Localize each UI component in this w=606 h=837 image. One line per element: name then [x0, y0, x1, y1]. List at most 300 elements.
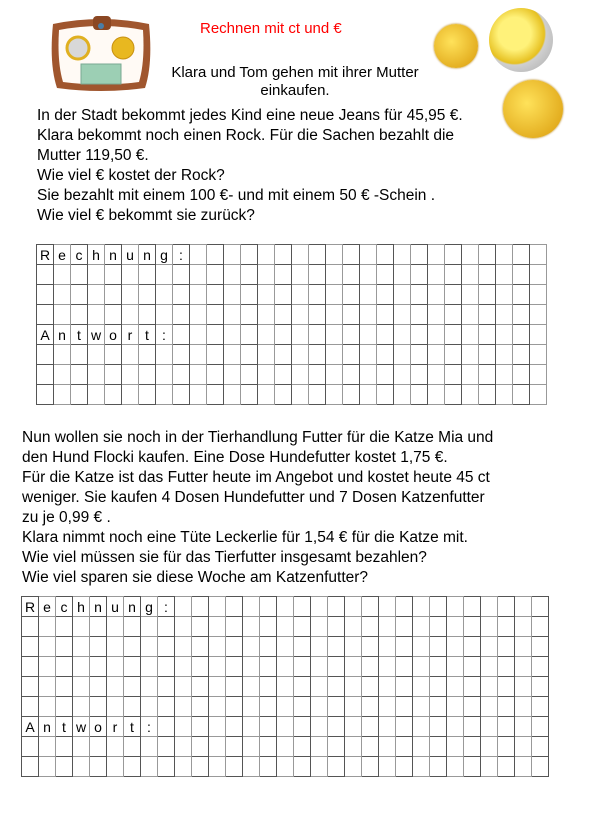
task1-grid-cell[interactable]: [292, 345, 309, 365]
task2-grid-cell[interactable]: [498, 617, 515, 637]
task1-grid-cell[interactable]: [207, 245, 224, 265]
task1-grid-cell[interactable]: [275, 285, 292, 305]
task2-grid-cell[interactable]: [413, 717, 430, 737]
task2-grid-cell[interactable]: [515, 757, 532, 777]
task2-grid-cell[interactable]: [515, 737, 532, 757]
task2-grid-cell[interactable]: [243, 737, 260, 757]
task2-grid-cell[interactable]: [107, 677, 124, 697]
task1-grid-cell[interactable]: [224, 345, 241, 365]
task1-grid-cell[interactable]: [105, 265, 122, 285]
task1-grid-cell[interactable]: [343, 325, 360, 345]
task2-grid-cell[interactable]: [107, 737, 124, 757]
task2-grid-cell[interactable]: [73, 637, 90, 657]
task2-grid-cell[interactable]: [515, 657, 532, 677]
task1-grid-cell[interactable]: [411, 265, 428, 285]
task1-grid-cell[interactable]: [428, 265, 445, 285]
task2-grid-cell[interactable]: [260, 737, 277, 757]
task2-grid-cell[interactable]: [226, 697, 243, 717]
task1-grid-cell[interactable]: [292, 245, 309, 265]
task1-grid-cell[interactable]: [479, 325, 496, 345]
task2-grid-cell[interactable]: [430, 657, 447, 677]
task1-grid-cell[interactable]: [139, 285, 156, 305]
task2-grid-cell[interactable]: [396, 757, 413, 777]
task2-grid-cell[interactable]: [362, 677, 379, 697]
task2-grid-cell[interactable]: [22, 757, 39, 777]
task2-grid-label-char[interactable]: n: [39, 717, 56, 737]
task2-grid-cell[interactable]: [311, 597, 328, 617]
task2-grid-label-char[interactable]: e: [39, 597, 56, 617]
task1-grid-label-char[interactable]: o: [105, 325, 122, 345]
task1-grid-cell[interactable]: [343, 345, 360, 365]
task2-grid-label-char[interactable]: w: [73, 717, 90, 737]
task2-grid-cell[interactable]: [277, 617, 294, 637]
task1-grid-cell[interactable]: [224, 305, 241, 325]
task2-grid-cell[interactable]: [328, 637, 345, 657]
task1-grid-cell[interactable]: [139, 385, 156, 405]
task1-grid-cell[interactable]: [241, 245, 258, 265]
task2-grid-cell[interactable]: [56, 757, 73, 777]
task2-grid-cell[interactable]: [192, 697, 209, 717]
task1-grid-cell[interactable]: [530, 325, 547, 345]
task1-grid-cell[interactable]: [462, 325, 479, 345]
task2-grid-cell[interactable]: [175, 657, 192, 677]
task2-grid-cell[interactable]: [481, 597, 498, 617]
task2-grid-cell[interactable]: [345, 757, 362, 777]
task1-grid-cell[interactable]: [122, 265, 139, 285]
task1-grid-cell[interactable]: [258, 325, 275, 345]
task1-grid-cell[interactable]: [394, 305, 411, 325]
task2-grid-cell[interactable]: [56, 737, 73, 757]
task2-answer-grid[interactable]: [21, 596, 549, 777]
task2-grid-cell[interactable]: [277, 757, 294, 777]
task1-grid-cell[interactable]: [190, 345, 207, 365]
task2-grid-cell[interactable]: [379, 597, 396, 617]
task1-grid-cell[interactable]: [343, 265, 360, 285]
task2-grid-label-char[interactable]: g: [141, 597, 158, 617]
task1-grid-cell[interactable]: [411, 385, 428, 405]
task2-grid-cell[interactable]: [90, 657, 107, 677]
task1-grid-cell[interactable]: [513, 385, 530, 405]
task2-grid-cell[interactable]: [498, 637, 515, 657]
task1-grid-cell[interactable]: [122, 305, 139, 325]
task1-grid-cell[interactable]: [139, 305, 156, 325]
task1-grid-cell[interactable]: [445, 265, 462, 285]
task1-grid-cell[interactable]: [496, 365, 513, 385]
task1-grid-cell[interactable]: [190, 245, 207, 265]
task2-grid-cell[interactable]: [430, 597, 447, 617]
task1-grid-label-char[interactable]: t: [71, 325, 88, 345]
task2-grid-cell[interactable]: [39, 637, 56, 657]
task2-grid-cell[interactable]: [532, 757, 549, 777]
task1-grid-cell[interactable]: [241, 305, 258, 325]
task2-grid-cell[interactable]: [362, 697, 379, 717]
task2-grid-cell[interactable]: [192, 617, 209, 637]
task1-grid-cell[interactable]: [105, 345, 122, 365]
task2-grid-label-char[interactable]: u: [107, 597, 124, 617]
task2-grid-cell[interactable]: [158, 657, 175, 677]
task2-grid-cell[interactable]: [481, 737, 498, 757]
task1-grid-label-char[interactable]: w: [88, 325, 105, 345]
task2-grid-cell[interactable]: [498, 657, 515, 677]
task2-grid-cell[interactable]: [379, 737, 396, 757]
task2-grid-cell[interactable]: [413, 757, 430, 777]
task2-grid-cell[interactable]: [73, 697, 90, 717]
task1-grid-cell[interactable]: [360, 265, 377, 285]
task1-grid-cell[interactable]: [173, 365, 190, 385]
task1-grid-cell[interactable]: [326, 365, 343, 385]
task1-grid-label-char[interactable]: :: [156, 325, 173, 345]
task2-grid-cell[interactable]: [175, 697, 192, 717]
task2-grid-cell[interactable]: [481, 697, 498, 717]
task1-grid-cell[interactable]: [275, 345, 292, 365]
task1-grid-cell[interactable]: [139, 265, 156, 285]
task1-grid-cell[interactable]: [54, 385, 71, 405]
task1-grid-cell[interactable]: [241, 385, 258, 405]
task2-grid-cell[interactable]: [328, 657, 345, 677]
task2-grid-cell[interactable]: [430, 757, 447, 777]
task1-grid-cell[interactable]: [428, 345, 445, 365]
task1-grid-cell[interactable]: [71, 345, 88, 365]
task2-grid-cell[interactable]: [260, 757, 277, 777]
task2-grid-cell[interactable]: [277, 717, 294, 737]
task2-grid-label-char[interactable]: :: [158, 597, 175, 617]
task2-grid-cell[interactable]: [141, 677, 158, 697]
task2-grid-cell[interactable]: [175, 737, 192, 757]
task2-grid-cell[interactable]: [56, 657, 73, 677]
task1-grid-cell[interactable]: [37, 265, 54, 285]
task2-grid-cell[interactable]: [22, 637, 39, 657]
task1-grid-cell[interactable]: [326, 385, 343, 405]
task1-grid-cell[interactable]: [462, 385, 479, 405]
task1-grid-cell[interactable]: [105, 285, 122, 305]
task1-grid-cell[interactable]: [530, 305, 547, 325]
task2-grid-cell[interactable]: [56, 697, 73, 717]
task1-grid-cell[interactable]: [462, 245, 479, 265]
task2-grid-cell[interactable]: [515, 597, 532, 617]
task2-grid-cell[interactable]: [39, 677, 56, 697]
task2-grid-cell[interactable]: [260, 597, 277, 617]
task2-grid-cell[interactable]: [260, 717, 277, 737]
task2-grid-cell[interactable]: [243, 657, 260, 677]
task1-grid-cell[interactable]: [275, 385, 292, 405]
task2-grid-cell[interactable]: [294, 717, 311, 737]
task2-grid-cell[interactable]: [141, 657, 158, 677]
task2-grid-label-char[interactable]: n: [124, 597, 141, 617]
task2-grid-cell[interactable]: [396, 597, 413, 617]
task2-grid-cell[interactable]: [158, 717, 175, 737]
task2-grid-cell[interactable]: [498, 757, 515, 777]
task2-grid-cell[interactable]: [243, 617, 260, 637]
task1-grid-cell[interactable]: [479, 365, 496, 385]
task1-grid-cell[interactable]: [292, 325, 309, 345]
task2-grid-cell[interactable]: [481, 637, 498, 657]
task2-grid-cell[interactable]: [175, 757, 192, 777]
task2-grid-cell[interactable]: [413, 737, 430, 757]
task1-grid-cell[interactable]: [224, 325, 241, 345]
task2-grid-cell[interactable]: [107, 697, 124, 717]
task1-grid-cell[interactable]: [190, 265, 207, 285]
task1-grid-cell[interactable]: [105, 365, 122, 385]
task2-grid-cell[interactable]: [277, 737, 294, 757]
task1-grid-cell[interactable]: [207, 325, 224, 345]
task2-grid-cell[interactable]: [192, 597, 209, 617]
task2-grid-cell[interactable]: [158, 677, 175, 697]
task2-grid-cell[interactable]: [532, 617, 549, 637]
task2-grid-cell[interactable]: [430, 677, 447, 697]
task2-grid-cell[interactable]: [56, 677, 73, 697]
task1-grid-cell[interactable]: [377, 245, 394, 265]
task2-grid-cell[interactable]: [430, 737, 447, 757]
task1-grid-cell[interactable]: [88, 385, 105, 405]
task2-grid-cell[interactable]: [192, 757, 209, 777]
task2-grid-cell[interactable]: [226, 657, 243, 677]
task1-grid-cell[interactable]: [411, 245, 428, 265]
task1-grid-cell[interactable]: [207, 265, 224, 285]
task2-grid-cell[interactable]: [158, 637, 175, 657]
task2-grid-cell[interactable]: [396, 737, 413, 757]
task2-grid-cell[interactable]: [464, 677, 481, 697]
task1-grid-cell[interactable]: [309, 385, 326, 405]
task1-grid-cell[interactable]: [275, 305, 292, 325]
task2-grid-cell[interactable]: [277, 597, 294, 617]
task1-grid-cell[interactable]: [479, 285, 496, 305]
task1-grid-cell[interactable]: [377, 325, 394, 345]
task1-grid-cell[interactable]: [275, 365, 292, 385]
task2-grid-cell[interactable]: [277, 657, 294, 677]
task2-grid-cell[interactable]: [515, 717, 532, 737]
task2-grid-cell[interactable]: [124, 657, 141, 677]
task1-grid-cell[interactable]: [513, 265, 530, 285]
task2-grid-cell[interactable]: [22, 697, 39, 717]
task1-grid-cell[interactable]: [530, 245, 547, 265]
task1-grid-label-char[interactable]: h: [88, 245, 105, 265]
task2-grid-cell[interactable]: [532, 697, 549, 717]
task1-grid-cell[interactable]: [258, 245, 275, 265]
task2-grid-cell[interactable]: [532, 677, 549, 697]
task2-grid-cell[interactable]: [73, 657, 90, 677]
task2-grid-cell[interactable]: [22, 617, 39, 637]
task2-grid-cell[interactable]: [345, 617, 362, 637]
task2-grid-cell[interactable]: [345, 597, 362, 617]
task2-grid-cell[interactable]: [362, 657, 379, 677]
task2-grid-cell[interactable]: [396, 657, 413, 677]
task2-grid-label-char[interactable]: h: [73, 597, 90, 617]
task2-grid-cell[interactable]: [379, 657, 396, 677]
task2-grid-cell[interactable]: [532, 637, 549, 657]
task1-grid-cell[interactable]: [173, 305, 190, 325]
task2-grid-label-char[interactable]: R: [22, 597, 39, 617]
task1-grid-cell[interactable]: [156, 365, 173, 385]
task1-grid-cell[interactable]: [258, 385, 275, 405]
task2-grid-cell[interactable]: [447, 717, 464, 737]
task2-grid-cell[interactable]: [73, 677, 90, 697]
task2-grid-label-char[interactable]: t: [124, 717, 141, 737]
task1-grid-cell[interactable]: [37, 285, 54, 305]
task2-grid-cell[interactable]: [260, 617, 277, 637]
task1-grid-cell[interactable]: [513, 365, 530, 385]
task1-grid-cell[interactable]: [326, 265, 343, 285]
task2-grid-cell[interactable]: [345, 677, 362, 697]
task1-grid-cell[interactable]: [258, 345, 275, 365]
task1-grid-cell[interactable]: [309, 285, 326, 305]
task1-grid-cell[interactable]: [377, 265, 394, 285]
task2-grid-cell[interactable]: [226, 757, 243, 777]
task1-grid-cell[interactable]: [496, 385, 513, 405]
task2-grid-label-char[interactable]: t: [56, 717, 73, 737]
task1-grid-cell[interactable]: [224, 285, 241, 305]
task2-grid-cell[interactable]: [464, 737, 481, 757]
task2-grid-cell[interactable]: [73, 617, 90, 637]
task1-grid-label-char[interactable]: r: [122, 325, 139, 345]
task1-grid-cell[interactable]: [496, 325, 513, 345]
task1-grid-cell[interactable]: [292, 385, 309, 405]
task1-grid-cell[interactable]: [292, 265, 309, 285]
task2-grid-cell[interactable]: [277, 677, 294, 697]
task2-grid-cell[interactable]: [447, 597, 464, 617]
task2-grid-cell[interactable]: [311, 617, 328, 637]
task1-grid-cell[interactable]: [343, 285, 360, 305]
task2-grid-cell[interactable]: [90, 737, 107, 757]
task1-grid-cell[interactable]: [360, 385, 377, 405]
task1-grid-cell[interactable]: [309, 325, 326, 345]
task1-grid-cell[interactable]: [105, 305, 122, 325]
task1-grid-cell[interactable]: [513, 245, 530, 265]
task2-grid-cell[interactable]: [328, 677, 345, 697]
task1-grid-cell[interactable]: [513, 325, 530, 345]
task1-grid-cell[interactable]: [530, 285, 547, 305]
task1-grid-cell[interactable]: [190, 325, 207, 345]
task1-grid-cell[interactable]: [530, 345, 547, 365]
task1-grid-cell[interactable]: [37, 305, 54, 325]
task2-grid-cell[interactable]: [413, 597, 430, 617]
task2-grid-cell[interactable]: [90, 637, 107, 657]
task2-grid-cell[interactable]: [311, 737, 328, 757]
task2-grid-cell[interactable]: [243, 757, 260, 777]
task2-grid-cell[interactable]: [22, 657, 39, 677]
task2-grid-cell[interactable]: [328, 697, 345, 717]
task2-grid-cell[interactable]: [311, 637, 328, 657]
task2-grid-cell[interactable]: [311, 657, 328, 677]
task2-grid-cell[interactable]: [209, 617, 226, 637]
task2-grid-cell[interactable]: [209, 717, 226, 737]
task2-grid-cell[interactable]: [226, 737, 243, 757]
task2-grid-cell[interactable]: [345, 717, 362, 737]
task2-grid-cell[interactable]: [277, 637, 294, 657]
task2-grid-cell[interactable]: [532, 717, 549, 737]
task2-grid-cell[interactable]: [396, 677, 413, 697]
task2-grid-cell[interactable]: [515, 617, 532, 637]
task1-answer-grid[interactable]: [36, 244, 547, 405]
task1-grid-cell[interactable]: [326, 325, 343, 345]
task2-grid-cell[interactable]: [464, 617, 481, 637]
task1-grid-cell[interactable]: [530, 365, 547, 385]
task1-grid-cell[interactable]: [496, 265, 513, 285]
task2-grid-cell[interactable]: [175, 617, 192, 637]
task2-grid-cell[interactable]: [243, 717, 260, 737]
task1-grid-cell[interactable]: [428, 365, 445, 385]
task1-grid-cell[interactable]: [71, 305, 88, 325]
task1-grid-cell[interactable]: [377, 285, 394, 305]
task2-grid-cell[interactable]: [447, 637, 464, 657]
task2-grid-cell[interactable]: [515, 637, 532, 657]
task1-grid-cell[interactable]: [309, 265, 326, 285]
task1-grid-label-char[interactable]: n: [54, 325, 71, 345]
task2-grid-cell[interactable]: [430, 697, 447, 717]
task1-grid-cell[interactable]: [377, 305, 394, 325]
task1-grid-label-char[interactable]: A: [37, 325, 54, 345]
task2-grid-cell[interactable]: [447, 677, 464, 697]
task1-grid-cell[interactable]: [513, 345, 530, 365]
task2-grid-cell[interactable]: [56, 617, 73, 637]
task2-grid-cell[interactable]: [90, 677, 107, 697]
task1-grid-cell[interactable]: [479, 385, 496, 405]
task1-grid-cell[interactable]: [173, 345, 190, 365]
task2-grid-cell[interactable]: [396, 697, 413, 717]
task1-grid-cell[interactable]: [309, 365, 326, 385]
task2-grid-cell[interactable]: [379, 717, 396, 737]
task1-grid-cell[interactable]: [411, 325, 428, 345]
task2-grid-cell[interactable]: [260, 657, 277, 677]
task1-grid-cell[interactable]: [173, 265, 190, 285]
task2-grid-cell[interactable]: [515, 697, 532, 717]
task2-grid-cell[interactable]: [243, 597, 260, 617]
task2-grid-cell[interactable]: [124, 617, 141, 637]
task2-grid-cell[interactable]: [362, 737, 379, 757]
task1-grid-cell[interactable]: [275, 325, 292, 345]
task1-grid-cell[interactable]: [190, 285, 207, 305]
task2-grid-label-char[interactable]: c: [56, 597, 73, 617]
task1-grid-cell[interactable]: [224, 245, 241, 265]
task1-grid-cell[interactable]: [530, 385, 547, 405]
task2-grid-cell[interactable]: [311, 697, 328, 717]
task2-grid-cell[interactable]: [294, 757, 311, 777]
task1-grid-cell[interactable]: [88, 345, 105, 365]
task2-grid-cell[interactable]: [209, 757, 226, 777]
task2-grid-cell[interactable]: [107, 657, 124, 677]
task1-grid-cell[interactable]: [207, 345, 224, 365]
task2-grid-cell[interactable]: [209, 737, 226, 757]
task1-grid-cell[interactable]: [309, 245, 326, 265]
task2-grid-cell[interactable]: [345, 637, 362, 657]
task1-grid-cell[interactable]: [411, 365, 428, 385]
task2-grid-cell[interactable]: [39, 697, 56, 717]
task2-grid-cell[interactable]: [362, 717, 379, 737]
task1-grid-cell[interactable]: [343, 305, 360, 325]
task1-grid-cell[interactable]: [513, 305, 530, 325]
task2-grid-cell[interactable]: [498, 717, 515, 737]
task1-grid-cell[interactable]: [326, 305, 343, 325]
task1-grid-cell[interactable]: [445, 385, 462, 405]
task2-grid-cell[interactable]: [90, 617, 107, 637]
task2-grid-cell[interactable]: [413, 617, 430, 637]
task2-grid-cell[interactable]: [498, 677, 515, 697]
task1-grid-cell[interactable]: [377, 365, 394, 385]
task2-grid-cell[interactable]: [39, 757, 56, 777]
task2-grid-cell[interactable]: [311, 757, 328, 777]
task2-grid-cell[interactable]: [158, 617, 175, 637]
task1-grid-cell[interactable]: [394, 385, 411, 405]
task2-grid-cell[interactable]: [209, 677, 226, 697]
task2-grid-cell[interactable]: [396, 617, 413, 637]
task1-grid-cell[interactable]: [71, 365, 88, 385]
task2-grid-cell[interactable]: [260, 697, 277, 717]
task1-grid-cell[interactable]: [207, 285, 224, 305]
task2-grid-cell[interactable]: [294, 737, 311, 757]
task2-grid-cell[interactable]: [328, 597, 345, 617]
task2-grid-cell[interactable]: [192, 637, 209, 657]
task2-grid-cell[interactable]: [396, 637, 413, 657]
task1-grid-cell[interactable]: [479, 265, 496, 285]
